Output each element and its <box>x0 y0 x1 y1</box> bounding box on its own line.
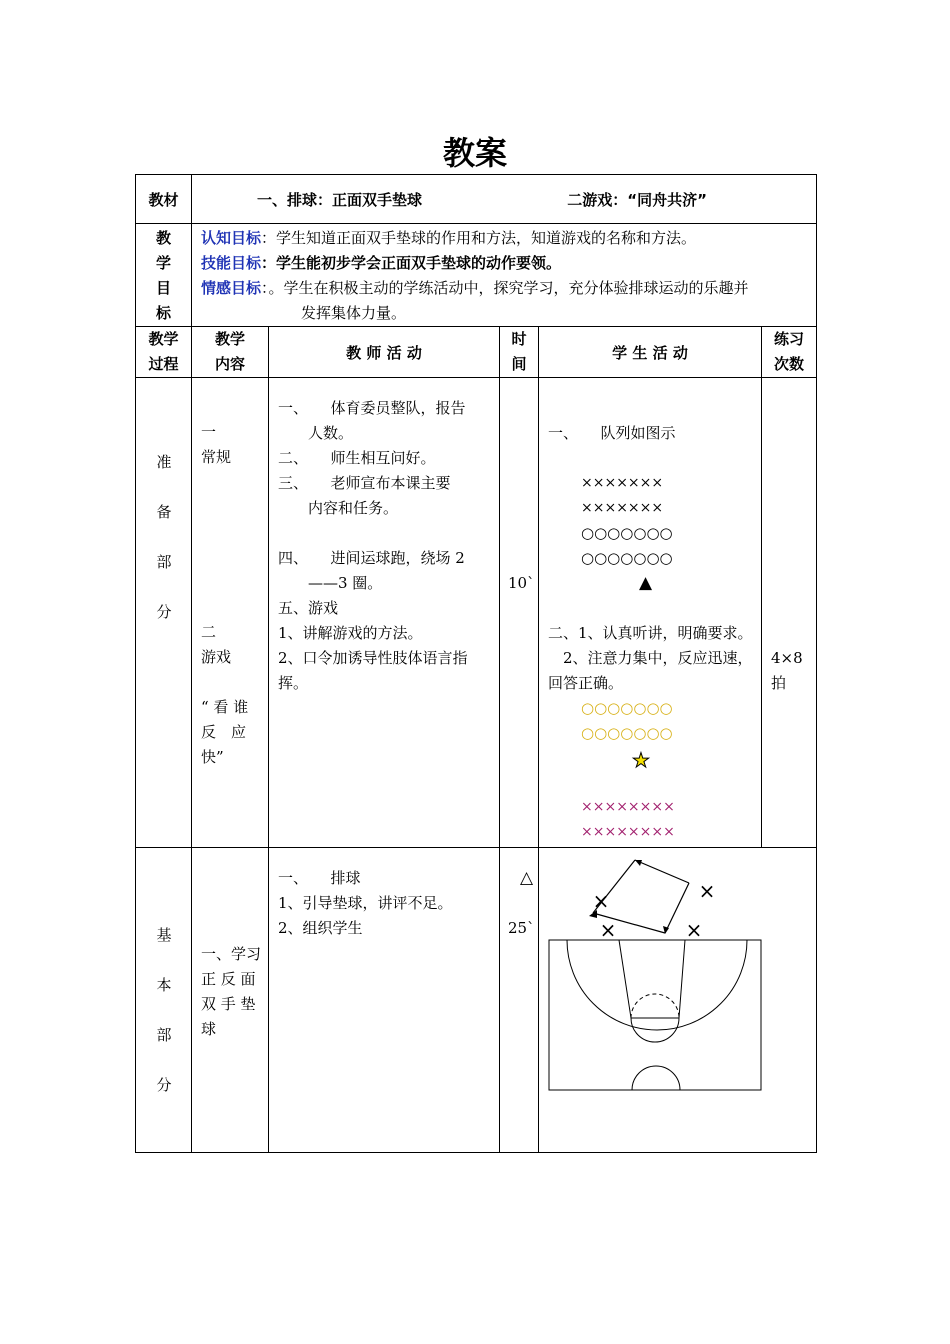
prep-row <box>136 378 817 848</box>
player-x-mark: × <box>685 918 703 942</box>
goals-label: 教 学 目 标 <box>136 224 192 327</box>
page-title: 教案 <box>442 134 507 172</box>
header-time: 时 间 <box>500 327 539 378</box>
material-item-2: 二游戏：“同舟共济” <box>567 190 707 209</box>
formation-o-row-1: ○○○○○○○ <box>581 524 673 542</box>
skill-goal-text: ：学生能初步学会正面双手垫球的动作要领。 <box>261 254 562 272</box>
prep-teacher: 一、 体育委员整队，报告 人数。 二、 师生相互问好。 三、 老师宣布本课主要 内容和任务。 四、 进间运球跑，绕场 2 ——3 圈。 五、游戏 1、讲解游戏的方法。 2、口令加诱导性肢体语言指 挥。 <box>269 378 500 848</box>
prep-content: 一 常规 二 游戏 “ 看 谁 反 应 快” <box>192 378 269 848</box>
material-label: 教材 <box>136 175 192 224</box>
drill-arrow <box>635 860 689 883</box>
formation-yellow-row-2: ○○○○○○○ <box>581 724 673 742</box>
star-icon: ★ <box>632 748 650 772</box>
lane-line <box>619 940 631 1018</box>
free-throw-circle-dashed <box>631 994 679 1018</box>
emotion-goal-text: ：。学生在积极主动的学练活动中，探究学习，充分体验排球运动的乐趣并 <box>261 279 749 297</box>
column-header-row <box>136 327 817 378</box>
formation-o-row-2: ○○○○○○○ <box>581 549 673 567</box>
formation-x-row-1: ××××××× <box>581 475 664 491</box>
prep-time: 10` <box>500 378 539 848</box>
basic-time: △ 25` <box>500 848 539 1153</box>
three-point-arc <box>567 940 747 1030</box>
basic-count <box>762 848 817 1153</box>
formation-magenta-row-1: ×××××××× <box>581 799 675 815</box>
basic-teacher: 一、 排球 1、引导垫球，讲评不足。 2、组织学生 <box>269 848 500 1153</box>
lane-line <box>679 940 685 1018</box>
arrowhead <box>635 860 642 866</box>
header-student: 学 生 活 动 <box>539 327 762 378</box>
basic-phase: 基 本 部 分 <box>136 848 192 1153</box>
goals-row <box>136 224 817 327</box>
header-content: 教学 内容 <box>192 327 269 378</box>
formation-yellow-row-1: ○○○○○○○ <box>581 699 673 717</box>
player-x-mark: × <box>592 889 610 913</box>
basic-content: 一、学习 正 反 面 双 手 垫 球 <box>192 848 269 1153</box>
cognitive-goal-label: 认知目标 <box>201 229 262 247</box>
player-x-mark: × <box>698 879 716 903</box>
player-x-mark: × <box>599 918 617 942</box>
emotion-goal-label: 情感目标 <box>201 279 262 297</box>
prep-count: 4×8 拍 <box>762 378 817 848</box>
triangle-outline-icon: △ <box>520 868 534 888</box>
student-intro: 一、 队列如图示 <box>548 424 676 442</box>
basic-student <box>539 848 762 1153</box>
court-outline <box>549 940 761 1090</box>
prep-phase: 准 备 部 分 <box>136 378 192 848</box>
volleyball-court-diagram <box>539 848 763 1098</box>
skill-goal-label: 技能目标 <box>201 254 262 272</box>
teacher-triangle-icon: ▲ <box>639 573 653 593</box>
basic-row <box>136 848 817 1153</box>
lesson-plan-table <box>135 174 817 1153</box>
material-item-1: 一、排球：正面双手垫球 <box>257 190 423 209</box>
formation-x-row-2: ××××××× <box>581 500 664 516</box>
prep-student: 一、 队列如图示 ××××××× ××××××× ○○○○○○○ ○○○○○○○ ▲ 二、1、认真听讲，明确要求。 2、注意力集中，反应迅速， 回答正确。 ○○○○○○○ ○○○○○○○ ★ ×××××××× ×××××××× <box>539 378 762 848</box>
emotion-goal-text-2: 发挥集体力量。 <box>301 304 407 322</box>
header-teacher: 教 师 活 动 <box>269 327 500 378</box>
header-process: 教学 过程 <box>136 327 192 378</box>
formation-magenta-row-2: ×××××××× <box>581 824 675 840</box>
cognitive-goal-text: ：学生知道正面双手垫球的作用和方法，知道游戏的名称和方法。 <box>261 229 697 247</box>
header-count: 练习 次数 <box>762 327 817 378</box>
material-row <box>136 175 817 224</box>
center-circle <box>632 1066 680 1090</box>
goals-content <box>192 224 817 327</box>
